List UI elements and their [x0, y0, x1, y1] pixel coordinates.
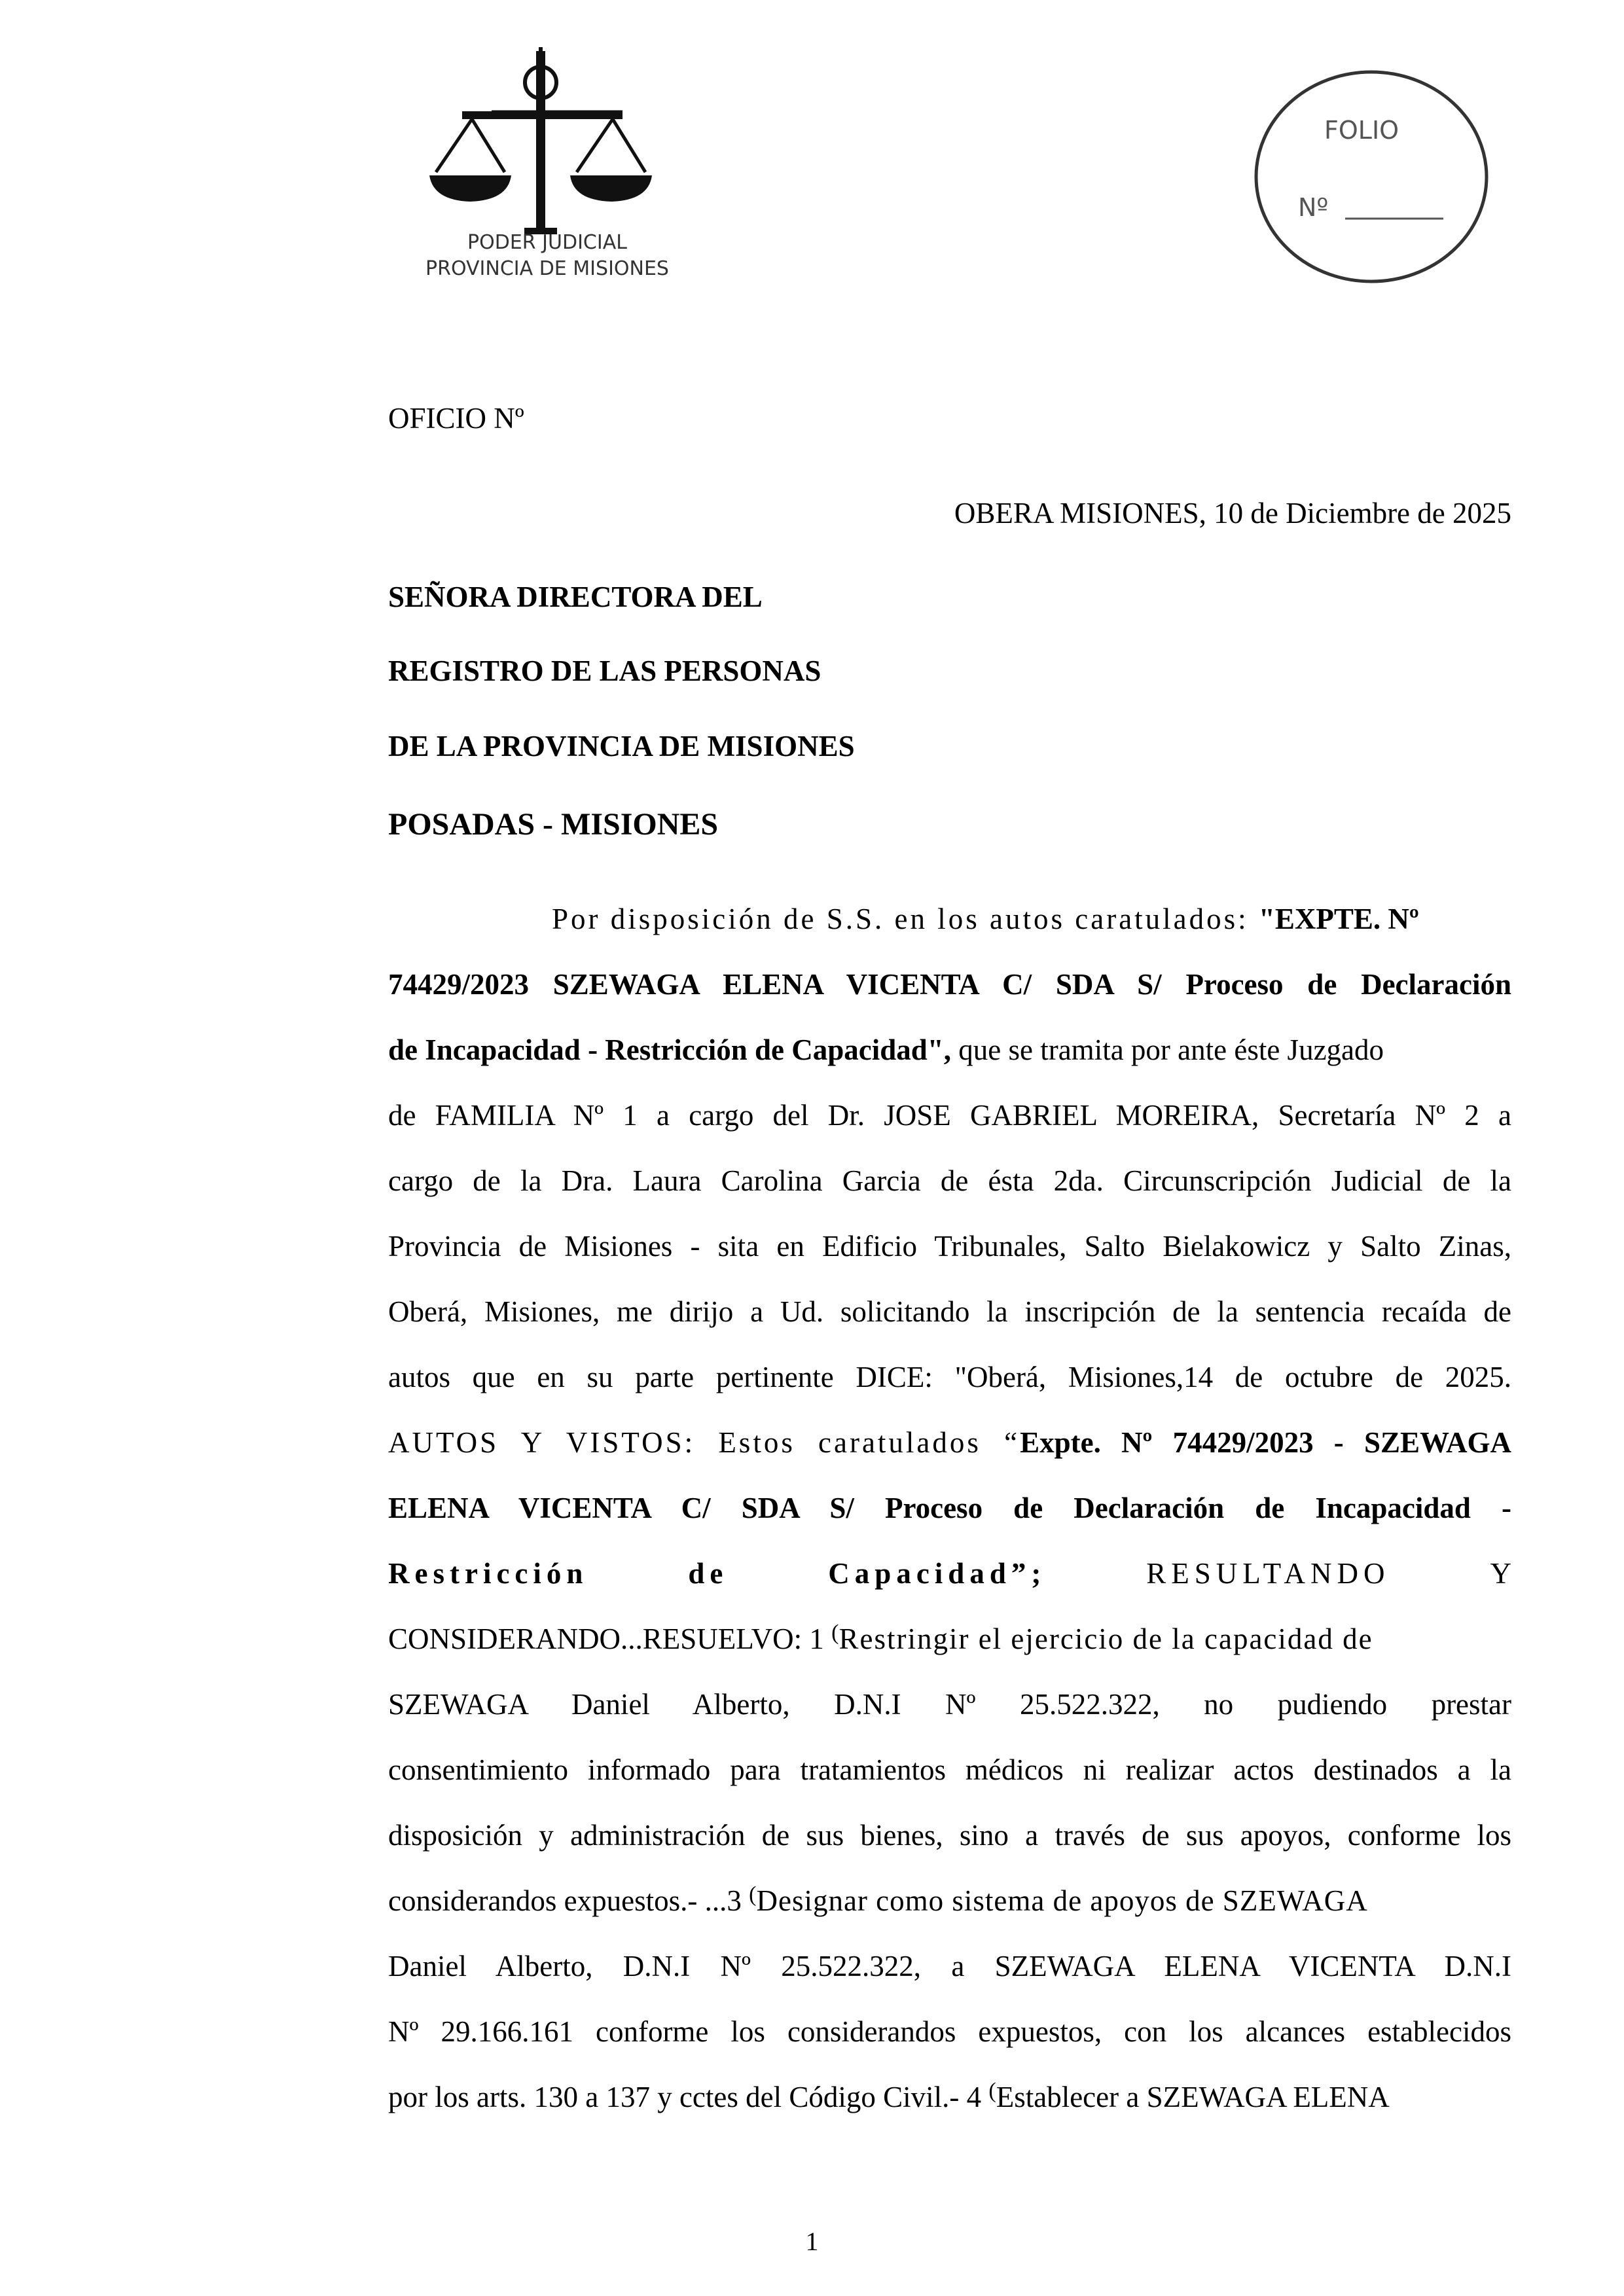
body-line-10: ELENA VICENTA C/ SDA S/ Proceso de Declaración de Incapacidad - [388, 1494, 1511, 1524]
body-line-16-a: considerandos expuestos.- ...3 [388, 1884, 749, 1917]
body-line-8: autos que en su parte pertinente DICE: "Oberá, Misiones,14 de octubre de 2025. [388, 1363, 1511, 1393]
body-line-16 [388, 1882, 1368, 1917]
body-line-9 [388, 1428, 1511, 1462]
body-line-19-a: por los arts. 130 a 137 y cctes del Código Civil.- 4 [388, 2081, 989, 2113]
oficio-number: OFICIO Nº [388, 402, 524, 435]
body-line-6: Provincia de Misiones - sita en Edificio Tribunales, Salto Bielakowicz y Salto Zinas, [388, 1232, 1511, 1263]
folio-label: FOLIO [1324, 116, 1399, 145]
page-number: 1 [805, 2227, 819, 2256]
body-line-14: consentimiento informado para tratamientos médicos ni realizar actos destinados a la [388, 1755, 1511, 1786]
body-line-7: Oberá, Misiones, me dirijo a Ud. solicitando la inscripción de la sentencia recaída de [388, 1297, 1511, 1328]
place-date: OBERA MISIONES, 10 de Diciembre de 2025 [954, 497, 1511, 529]
body-line-19-b: Establecer a SZEWAGA ELENA [996, 2081, 1390, 2113]
body-line-19-paren: ( [988, 2079, 996, 2103]
body-line-11-w4: RESULTANDO [1146, 1557, 1390, 1590]
body-line-11-w1: Restricción [388, 1557, 588, 1590]
body-line-12 [388, 1621, 1373, 1655]
body-line-1-expte: "EXPTE. Nº [1258, 903, 1419, 935]
folio-number-label: Nº [1298, 193, 1329, 222]
body-line-9-expte: Expte. Nº 74429/2023 - SZEWAGA [1020, 1428, 1511, 1459]
folio-stamp [1247, 64, 1496, 290]
body-line-11 [388, 1559, 1511, 1588]
body-line-11-w5: Y [1490, 1557, 1511, 1590]
poder-judicial-logo [410, 38, 685, 293]
body-line-16-paren: ( [749, 1882, 757, 1907]
body-line-9-text: AUTOS Y VISTOS: Estos caratulados “ [388, 1428, 1020, 1459]
scales-of-justice-icon [429, 47, 652, 234]
body-line-1 [552, 905, 1419, 934]
body-line-17: Daniel Alberto, D.N.I Nº 25.522.322, a SZEWAGA ELENA VICENTA D.N.I [388, 1952, 1511, 1982]
addressee-line3: DE LA PROVINCIA DE MISIONES [388, 730, 855, 762]
body-line-15: disposición y administración de sus bienes, sino a través de sus apoyos, conforme los [388, 1821, 1511, 1852]
logo-line1: PODER JUDICIAL [467, 231, 627, 254]
body-line-11-w2: de [688, 1557, 729, 1590]
body-line-13: SZEWAGA Daniel Alberto, D.N.I Nº 25.522.322, no pudiendo prestar [388, 1690, 1511, 1721]
body-line-11-w3: Capacidad”; [828, 1557, 1047, 1590]
logo-line2: PROVINCIA DE MISIONES [425, 257, 669, 280]
body-line-12-b: Restringir el ejercicio de la capacidad de [839, 1623, 1373, 1655]
body-line-12-a: CONSIDERANDO...RESUELVO: 1 [388, 1623, 832, 1655]
folio-circle [1256, 72, 1487, 281]
body-line-12-paren: ( [831, 1621, 839, 1645]
addressee-line1: SEÑORA DIRECTORA DEL [388, 581, 763, 613]
body-line-3-title: de Incapacidad - Restricción de Capacidad", [388, 1033, 952, 1066]
body-line-5: cargo de la Dra. Laura Carolina Garcia de ésta 2da. Circunscripción Judicial de la [388, 1166, 1511, 1197]
addressee-line2: REGISTRO DE LAS PERSONAS [388, 655, 821, 687]
body-line-18: Nº 29.166.161 conforme los considerandos expuestos, con los alcances establecidos [388, 2017, 1511, 2048]
addressee-line4: POSADAS - MISIONES [388, 807, 719, 842]
body-line-19 [388, 2079, 1390, 2113]
body-line-3 [388, 1035, 1384, 1065]
body-line-2: 74429/2023 SZEWAGA ELENA VICENTA C/ SDA S/ Proceso de Declaración [388, 970, 1511, 1001]
body-line-3-text: que se tramita por ante éste Juzgado [951, 1033, 1384, 1066]
body-line-4: de FAMILIA Nº 1 a cargo del Dr. JOSE GABRIEL MOREIRA, Secretaría Nº 2 a [388, 1101, 1511, 1132]
body-line-16-b: Designar como sistema de apoyos de SZEWAGA [756, 1884, 1368, 1917]
body-line-1-text: Por disposición de S.S. en los autos caratulados: [552, 903, 1259, 935]
